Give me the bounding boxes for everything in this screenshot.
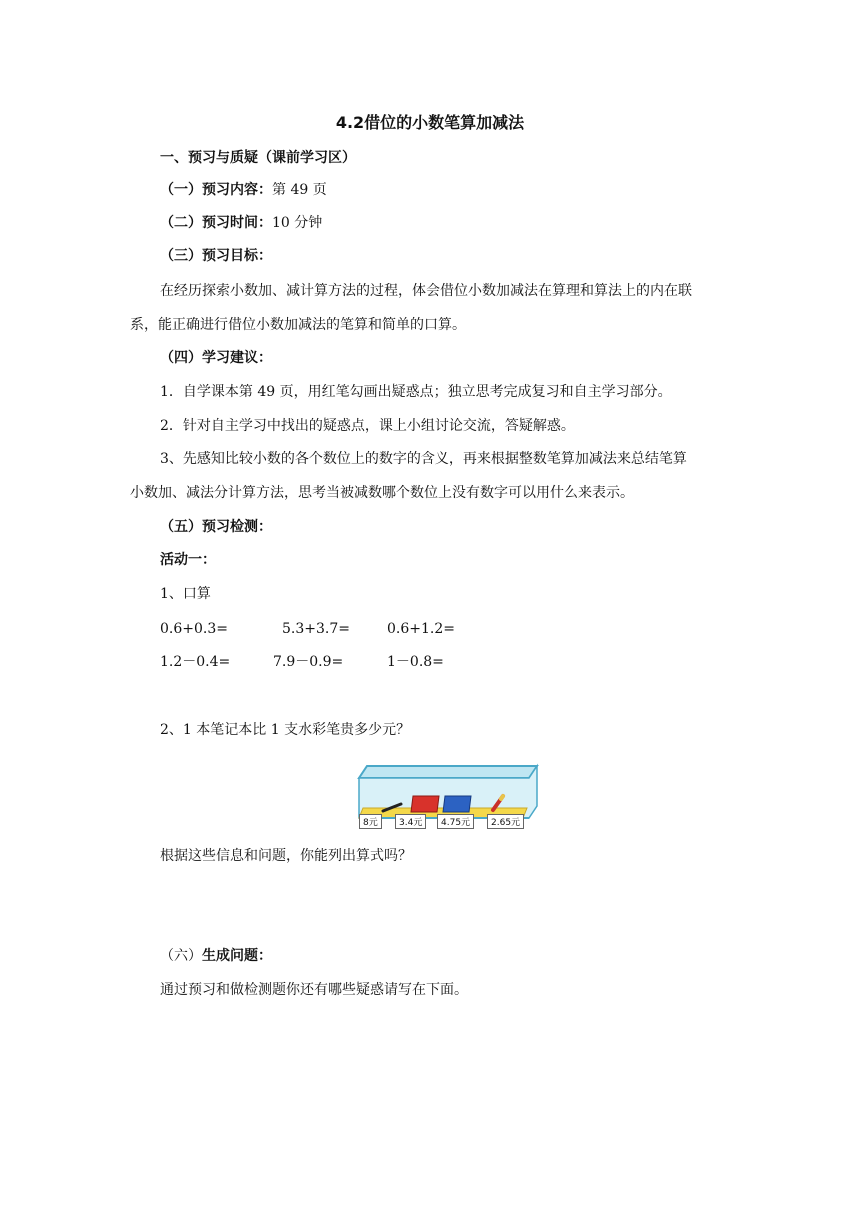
followup-question: 根据这些信息和问题，你能列出算式吗？ <box>160 848 412 864</box>
activity-label: 活动一： <box>160 552 216 568</box>
preview-goal-label: （三）预习目标： <box>160 248 272 264</box>
generate-questions-row <box>160 946 272 966</box>
generate-questions-label: 生成问题： <box>202 948 272 964</box>
final-instruction: 通过预习和做检测题你还有哪些疑惑请写在下面。 <box>160 982 468 998</box>
section-heading: 一、预习与质疑（课前学习区） <box>160 150 356 166</box>
display-case-illustration <box>353 760 543 832</box>
study-tips-label: （四）学习建议： <box>160 350 272 366</box>
price-tag: 4.75元 <box>437 814 474 829</box>
price-tag: 8元 <box>359 814 382 829</box>
tip-1: 1．自学课本第 49 页，用红笔勾画出疑惑点；独立思考完成复习和自主学习部分。 <box>160 384 672 400</box>
price-tags <box>359 814 531 830</box>
math-item: 0.6+0.3= <box>160 621 228 637</box>
preview-content-row <box>160 180 327 200</box>
math-item: 5.3+3.7= <box>282 621 350 637</box>
question-1: 1、口算 <box>160 586 211 602</box>
math-item: 1.2－0.4= <box>160 654 231 670</box>
math-item: 1－0.8= <box>387 654 444 670</box>
question-2: 2、1 本笔记本比 1 支水彩笔贵多少元？ <box>160 722 411 738</box>
tip-3-line2: 小数加、减法分计算方法，思考当被减数哪个数位上没有数字可以用什么来表示。 <box>130 485 634 501</box>
preview-time-row <box>160 213 322 233</box>
mental-math-row-1 <box>160 619 560 639</box>
preview-time-label: （二）预习时间： <box>160 215 272 231</box>
generate-questions-prefix: （六） <box>160 948 202 964</box>
goal-text-line2: 系，能正确进行借位小数加减法的笔算和简单的口算。 <box>130 317 466 333</box>
price-tag: 2.65元 <box>487 814 524 829</box>
preview-time-value: 10 分钟 <box>272 215 323 231</box>
goal-text-line1: 在经历探索小数加、减计算方法的过程，体会借位小数加减法在算理和算法上的内在联 <box>160 283 692 299</box>
tip-2: 2．针对自主学习中找出的疑惑点，课上小组讨论交流，答疑解惑。 <box>160 418 575 434</box>
preview-content-value: 第 49 页 <box>272 182 327 198</box>
math-item: 7.9－0.9= <box>273 654 344 670</box>
price-tag: 3.4元 <box>395 814 426 829</box>
preview-content-label: （一）预习内容： <box>160 182 272 198</box>
preview-check-label: （五）预习检测： <box>160 519 272 535</box>
tip-3-line1: 3、先感知比较小数的各个数位上的数字的含义，再来根据整数笔算加减法来总结笔算 <box>160 451 687 467</box>
mental-math-row-2 <box>160 652 560 672</box>
document-title: 4.2借位的小数笔算加减法 <box>335 113 525 132</box>
math-item: 0.6+1.2= <box>387 621 455 637</box>
